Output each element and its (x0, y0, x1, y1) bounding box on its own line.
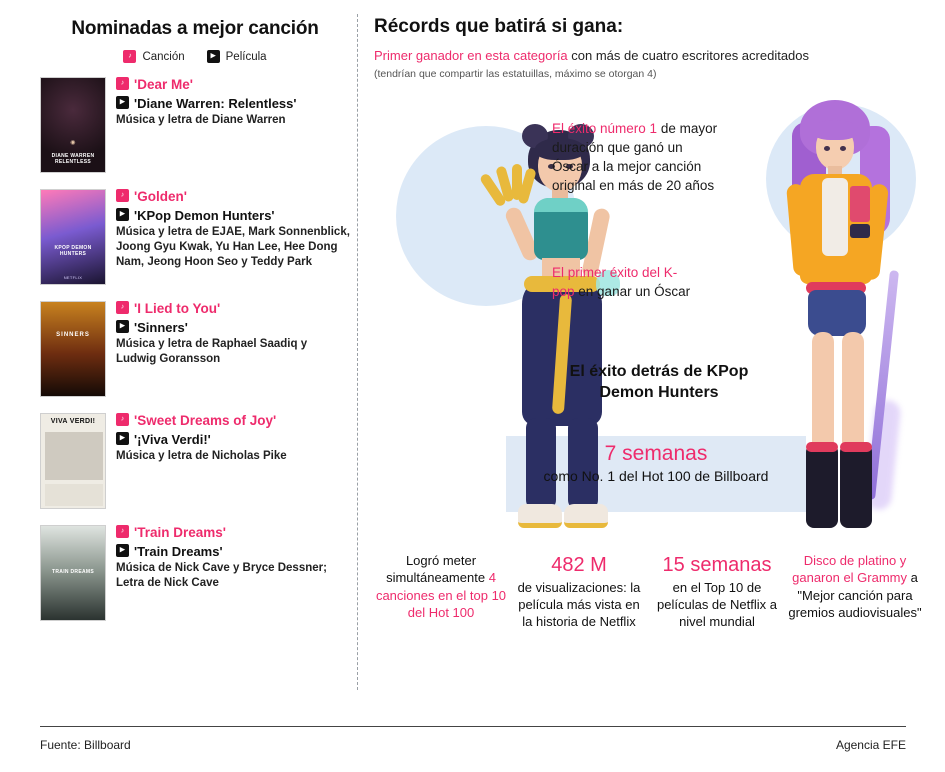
poster-viva-verdi (40, 413, 106, 509)
nominees-title: Nominadas a mejor canción (71, 18, 319, 39)
poster-sinners (40, 301, 106, 397)
nominee-body (116, 77, 350, 128)
poster-label: KPOP DEMON HUNTERS (54, 245, 92, 257)
music-note-icon: ♪ (116, 413, 129, 426)
stat-item-views (512, 552, 646, 630)
play-icon: ▶ (116, 96, 129, 109)
nominee-credits: Música y letra de Diane Warren (116, 114, 286, 127)
footer-divider (40, 726, 906, 727)
nominee-movie-title: 'KPop Demon Hunters' (134, 207, 275, 223)
callout-1-dark: de mayor duración que ganó un Óscar a la mejor canción original en más de 20 años (552, 121, 718, 193)
nominee-movie-row (116, 208, 350, 224)
nominee-credits: Música y letra de Nicholas Pike (116, 450, 287, 463)
callout-hit-behind-title: El éxito detrás de KPop Demon Hunters (569, 363, 749, 401)
nominee-credits: Música de Nick Cave y Bryce Dessner; Letra de Nick Cave (116, 562, 327, 590)
vertical-divider (357, 14, 358, 690)
agency-label: Agencia EFE (835, 738, 906, 752)
nominee-song-row (116, 525, 350, 542)
stat-item-platinum-grammy (788, 552, 922, 630)
stat-lead: 15 semanas (662, 554, 772, 576)
nominee-movie-title: 'Diane Warren: Relentless' (134, 95, 297, 111)
play-icon: ▶ (116, 208, 129, 221)
legend (40, 50, 350, 63)
nominee-movie-title: 'Sinners' (134, 319, 188, 335)
callout-longest-running-hit (552, 120, 722, 196)
nominee-item (40, 301, 350, 397)
poster-label: SINNERS (56, 332, 90, 338)
nominee-item (40, 77, 350, 173)
nominee-song-row (116, 189, 350, 206)
music-note-icon: ♪ (116, 525, 129, 538)
nominee-movie-row (116, 432, 350, 448)
character-jinu-illustration (770, 100, 920, 570)
callout-2-dark: en ganar un Óscar (574, 283, 691, 299)
music-note-icon: ♪ (116, 77, 129, 90)
record-note: (tendrían que compartir las estatuillas, máximo se otorgan 4) (374, 67, 657, 80)
play-icon: ▶ (116, 544, 129, 557)
legend-item-movie (207, 50, 267, 63)
stat-item-netflix-top10 (650, 552, 784, 630)
nominee-movie-row (116, 544, 350, 560)
records-title: Récords que batirá si gana: (374, 16, 624, 37)
poster-label: VIVA VERDI! (50, 418, 96, 425)
stat-lead: Logró meter simultáneamente (386, 553, 486, 586)
poster-label: DIANE WARREN RELENTLESS (51, 153, 95, 165)
stat-body: de visualizaciones: la película más vista en la historia de Netflix (517, 579, 641, 630)
nominee-body (116, 413, 350, 464)
stat-body: 4 canciones en el top 10 del Hot 100 (375, 570, 507, 620)
record-rest: con más de cuatro escritores acreditados (567, 48, 810, 63)
fan-prop-icon (488, 158, 534, 206)
poster-train-dreams (40, 525, 106, 621)
music-note-icon: ♪ (116, 301, 129, 314)
nominee-song-title: 'Train Dreams' (134, 525, 226, 540)
poster-dear-me: ◉ DIANE WARREN RELENTLESS (40, 77, 106, 173)
nominee-credits: Música y letra de Raphael Saadiq y Ludwig Goransson (116, 338, 308, 366)
nominee-song-row (116, 77, 350, 94)
nominee-movie-title: 'Train Dreams' (134, 543, 223, 559)
source-label: Fuente: Billboard (40, 738, 131, 752)
nominee-credits: Música y letra de EJAE, Mark Sonnenblick, Joong Gyu Kwak, Yu Han Lee, Hee Dong Nam, Jeong Hoon Seo y Teddy Park (116, 226, 350, 269)
callout-2-pink: El primer éxito del K-pop (552, 265, 678, 299)
stat-lead: 482 M (551, 554, 607, 576)
record-line (374, 48, 914, 65)
poster-label: TRAIN DREAMS (52, 569, 94, 575)
nominee-song-row (116, 413, 350, 430)
play-icon: ▶ (207, 50, 220, 63)
weeks-number: 7 semanas (604, 442, 708, 465)
nominee-movie-title: '¡Viva Verdi!' (134, 431, 211, 447)
nominee-song-row (116, 301, 350, 318)
weeks-subtitle: como No. 1 del Hot 100 de Billboard (543, 468, 769, 485)
stat-item-hot100-songs (374, 552, 508, 630)
nominee-item (40, 189, 350, 285)
stat-body: a "Mejor canción para gremios audiovisuales" (788, 570, 922, 620)
illustration-stage (374, 98, 919, 550)
nominee-song-title: 'I Lied to You' (134, 301, 221, 316)
legend-label-movie: Película (225, 50, 267, 63)
stats-row (374, 552, 922, 630)
nominee-movie-row (116, 96, 350, 112)
nominee-item (40, 413, 350, 509)
poster-kpop-demon-hunters: KPOP DEMON HUNTERS NETFLIX (40, 189, 106, 285)
nominees-column (40, 18, 350, 637)
records-column (374, 16, 914, 80)
legend-item-song (123, 50, 184, 63)
nominee-item (40, 525, 350, 621)
stat-body: en el Top 10 de películas de Netflix a nivel mundial (657, 579, 777, 630)
nominee-song-title: 'Dear Me' (134, 77, 193, 92)
music-note-icon: ♪ (123, 50, 136, 63)
callout-weeks-at-number-one (526, 441, 786, 485)
nominee-body (116, 525, 350, 591)
nominee-song-title: 'Golden' (134, 189, 187, 204)
play-icon: ▶ (116, 432, 129, 445)
nominee-body (116, 189, 350, 271)
stat-lead: Disco de platino y ganaron el Grammy (792, 553, 908, 586)
footer (40, 738, 906, 752)
play-icon: ▶ (116, 320, 129, 333)
legend-label-song: Canción (142, 50, 185, 63)
record-highlight: Primer ganador en esta categoría (374, 48, 568, 63)
music-note-icon: ♪ (116, 189, 129, 202)
callout-1-pink: El éxito número 1 (552, 121, 658, 136)
nominee-movie-row (116, 320, 350, 336)
nominee-body (116, 301, 350, 367)
callout-first-kpop-hit (552, 264, 692, 302)
nominee-song-title: 'Sweet Dreams of Joy' (134, 413, 277, 428)
